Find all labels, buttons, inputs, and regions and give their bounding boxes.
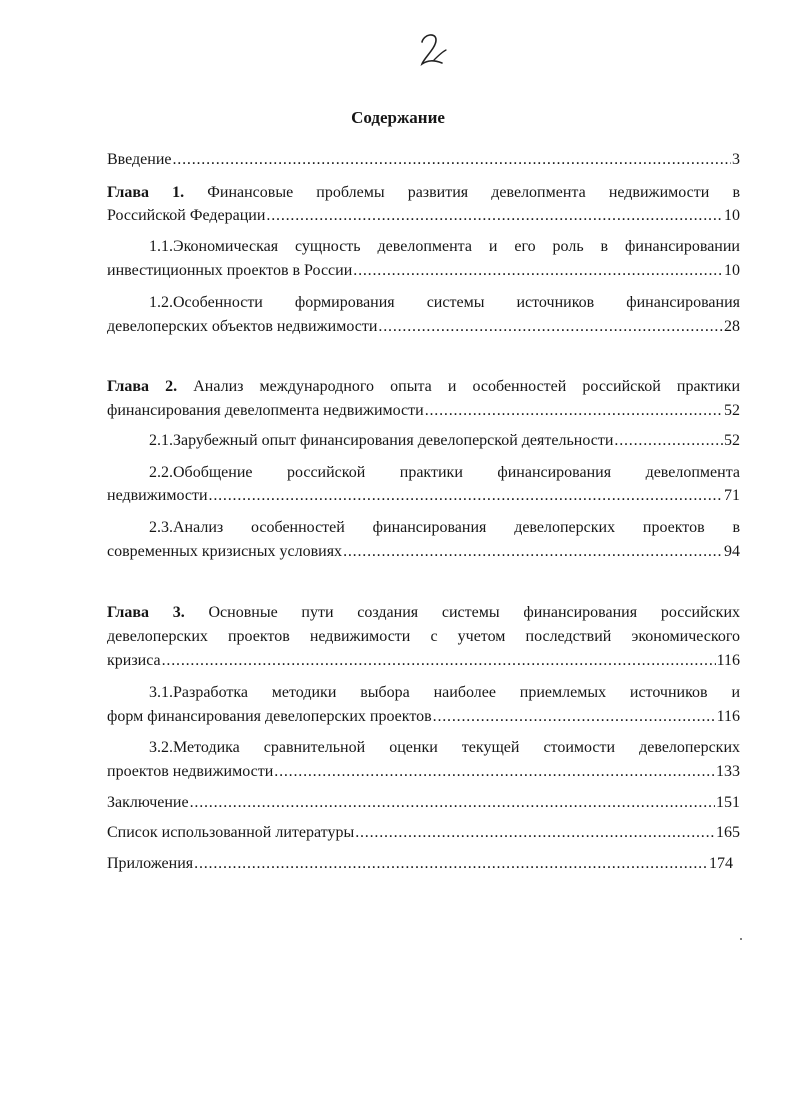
page-number: 151 [716, 794, 740, 811]
toc-section-2-3-line1[interactable]: 2.3.Анализ особенностей финансирования девелоперских проектов в [149, 519, 740, 536]
leader-dots [194, 851, 708, 876]
leader-dots [162, 648, 716, 673]
leader-dots [209, 483, 723, 508]
page-number: 116 [716, 652, 740, 669]
page-number: 71 [724, 487, 740, 504]
toc-section-2-2-line1[interactable]: 2.2.Обобщение российской практики финансирования девелопмента [149, 464, 740, 481]
toc-chapter-3-line3[interactable]: кризиса . . . 116 [107, 648, 740, 673]
toc-entry-conclusion[interactable]: Заключение . . . 151 [107, 790, 740, 815]
page-number: 52 [724, 432, 740, 449]
page-number: 133 [716, 763, 740, 780]
page-number: 52 [724, 402, 740, 419]
leader-dots [425, 398, 723, 423]
leader-dots [614, 428, 723, 453]
toc-chapter-3-line2[interactable]: девелоперских проектов недвижимости с учетом последствий экономического [107, 628, 740, 645]
chapter-label: Глава 1. [107, 184, 185, 201]
handwritten-page-number [412, 30, 452, 70]
toc-chapter-1-line1[interactable]: Глава 1. Финансовые проблемы развития девелопмента недвижимости в [107, 184, 741, 201]
page-number: 10 [724, 207, 740, 224]
leader-dots [173, 147, 732, 172]
page-title: Содержание [351, 108, 445, 127]
leader-dots [190, 790, 715, 815]
toc-chapter-3-line1[interactable]: Глава 3. Основные пути создания системы финансирования российских [107, 604, 741, 621]
toc-section-1-2-line1[interactable]: 1.2.Особенности формирования системы источников финансирования [149, 294, 740, 311]
page-number: 165 [716, 824, 740, 841]
leader-dots [433, 704, 716, 729]
page-number: 116 [716, 708, 740, 725]
toc-entry-intro[interactable]: Введение . . . 3 [107, 147, 740, 172]
toc-entry-appendix[interactable]: Приложения . . . 174 [107, 851, 733, 876]
leader-dots [355, 820, 715, 845]
toc-section-1-1-line1[interactable]: 1.1.Экономическая сущность девелопмента и его роль в финансировании [149, 238, 740, 255]
toc-section-3-2-line1[interactable]: 3.2.Методика сравнительной оценки текущей стоимости девелоперских [149, 739, 740, 756]
toc-section-2-1[interactable]: 2.1.Зарубежный опыт финансирования девелоперской деятельности . . . 52 [107, 428, 740, 453]
chapter-label: Глава 3. [107, 604, 185, 621]
toc-section-1-1-line2[interactable]: инвестиционных проектов в России . . . 10 [107, 258, 740, 283]
page-number: 10 [724, 262, 740, 279]
scan-speck [740, 938, 742, 940]
leader-dots [274, 759, 715, 784]
page-number: 3 [732, 151, 740, 168]
chapter-label: Глава 2. [107, 378, 178, 395]
toc-chapter-2-line2[interactable]: финансирования девелопмента недвижимости . . . 52 [107, 398, 740, 423]
toc-section-2-3-line2[interactable]: современных кризисных условиях . . . 94 [107, 539, 740, 564]
leader-dots [378, 314, 723, 339]
toc-section-2-2-line2[interactable]: недвижимости . . . 71 [107, 483, 740, 508]
toc-chapter-2-line1[interactable]: Глава 2. Анализ международного опыта и особенностей российской практики [107, 378, 741, 395]
toc-section-3-1-line1[interactable]: 3.1.Разработка методики выбора наиболее приемлемых источников и [149, 684, 740, 701]
toc-entry-references[interactable]: Список использованной литературы . . . 165 [107, 820, 740, 845]
leader-dots [266, 203, 723, 228]
leader-dots [353, 258, 723, 283]
toc-section-3-1-line2[interactable]: форм финансирования девелоперских проектов . . . 116 [107, 704, 740, 729]
toc-section-1-2-line2[interactable]: девелоперских объектов недвижимости . . . 28 [107, 314, 740, 339]
page-number: 94 [724, 543, 740, 560]
page-number: 174 [709, 855, 733, 872]
toc-section-3-2-line2[interactable]: проектов недвижимости . . . 133 [107, 759, 740, 784]
leader-dots [343, 539, 723, 564]
page-number: 28 [724, 318, 740, 335]
toc-chapter-1-line2[interactable]: Российской Федерации . . . 10 [107, 203, 740, 228]
